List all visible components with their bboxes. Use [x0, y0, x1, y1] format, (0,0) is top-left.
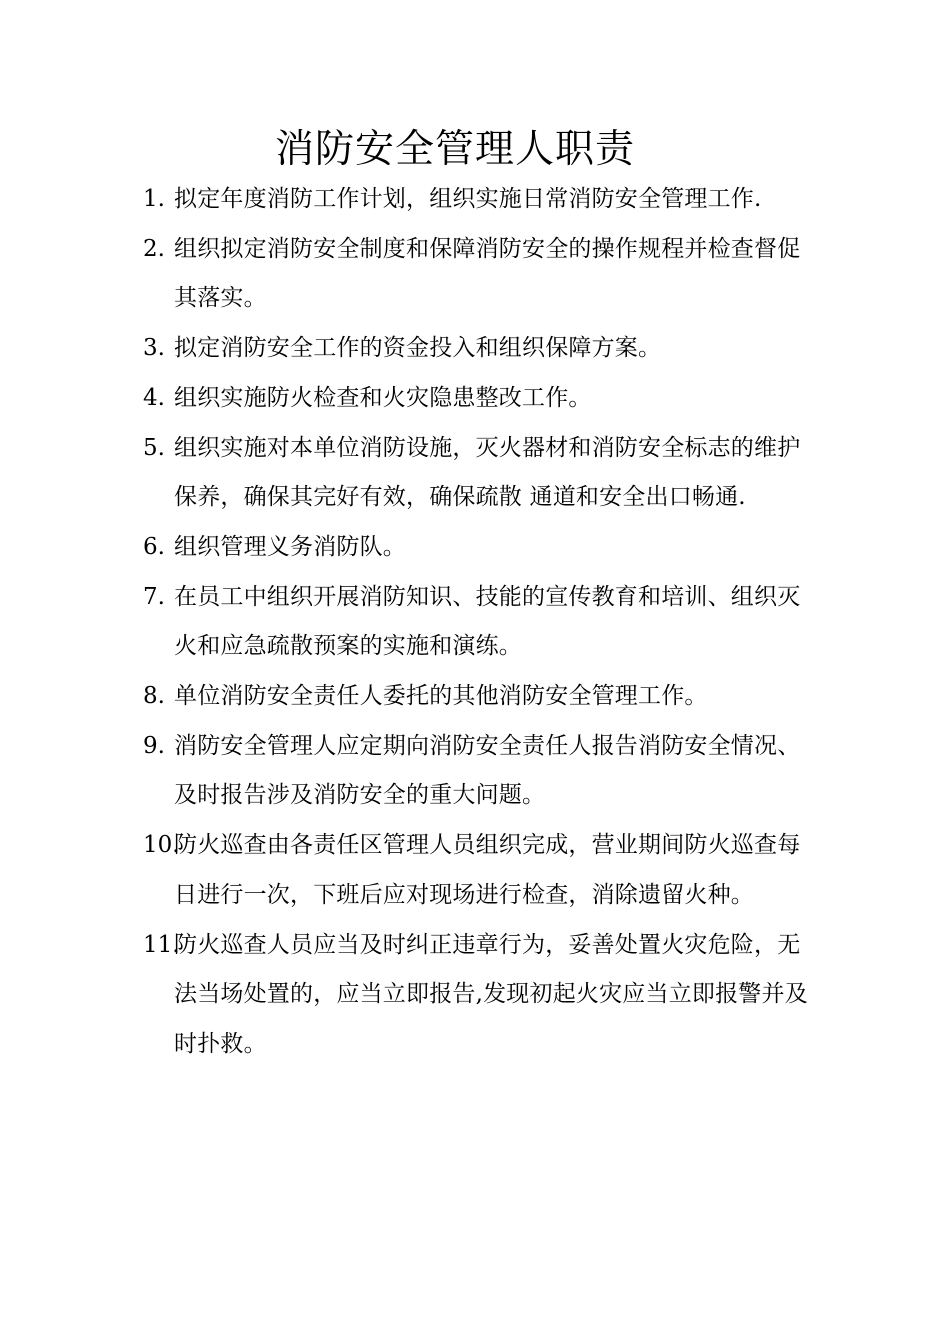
item-number: 9.	[143, 732, 165, 759]
document-title: 消防安全管理人职责	[274, 127, 635, 172]
item-text: 拟定年度消防工作计划，组织实施日常消防安全管理工作.	[174, 186, 762, 212]
item-number: 6.	[143, 533, 165, 560]
item-text: 组织管理义务消防队。	[174, 533, 406, 560]
item-text: 组织拟定消防安全制度和保障消防安全的操作规程并检查督促其落实。	[174, 235, 801, 312]
list-item	[143, 374, 813, 424]
list-item	[143, 672, 813, 722]
item-text: 在员工中组织开展消防知识、技能的宣传教育和培训、组织灭火和应急疏散预案的实施和演练。	[174, 583, 801, 660]
list-item	[143, 821, 813, 920]
item-text: 单位消防安全责任人委托的其他消防安全管理工作。	[174, 683, 708, 710]
item-number: 11.	[143, 931, 180, 958]
item-number: 10.	[143, 832, 180, 859]
item-text: 组织实施防火检查和火灾隐患整改工作。	[174, 384, 592, 411]
list-item	[143, 921, 813, 1070]
item-number: 7.	[143, 583, 165, 610]
item-text: 组织实施对本单位消防设施，灭火器材和消防安全标志的维护保养，确保其完好有效，确保疏散 通道和安全出口畅通.	[174, 434, 801, 511]
item-text: 消防安全管理人应定期向消防安全责任人报告消防安全情况、及时报告涉及消防安全的重大问题。	[174, 732, 801, 809]
duty-list	[143, 175, 813, 1070]
list-item	[143, 573, 813, 672]
item-number: 5.	[143, 434, 165, 461]
item-text: 防火巡查人员应当及时纠正违章行为，妥善处置火灾危险，无法当场处置的，应当立即报告,发现初起火灾应当立即报警并及时扑救。	[174, 931, 808, 1057]
list-item	[143, 324, 813, 374]
item-number: 1.	[143, 186, 165, 212]
list-item	[143, 225, 813, 324]
item-number: 4.	[143, 384, 165, 411]
item-text: 拟定消防安全工作的资金投入和组织保障方案。	[174, 335, 662, 362]
list-item	[143, 175, 813, 225]
item-text: 防火巡查由各责任区管理人员组织完成，营业期间防火巡查每日进行一次，下班后应对现场进行检查，消除遗留火种。	[174, 832, 801, 908]
item-number: 8.	[143, 683, 165, 710]
list-item	[143, 722, 813, 821]
item-number: 2.	[143, 235, 165, 262]
list-item	[143, 523, 813, 573]
item-number: 3.	[143, 335, 165, 362]
list-item	[143, 424, 813, 523]
